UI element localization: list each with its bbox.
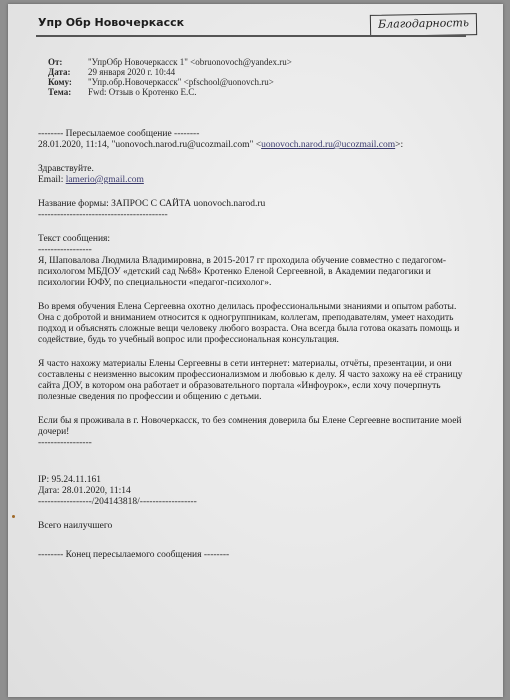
ip-address: IP: 95.24.11.161 xyxy=(38,475,101,485)
meta-date xyxy=(48,67,292,77)
paragraph-2: Во время обучения Елена Сергеевна охотно делилась профессиональными знаниями и опытом работы. Она с добротой и вниманием относится к одногруппникам, коллегам, преподавателям, умеет находить подход и объяснять сложные вещи человеку любого возраста. Она всегда была готова оказать помощь и содействие, будь то учебный вопрос или профессиональная консультация. xyxy=(38,302,460,345)
date-label: Дата: xyxy=(48,67,71,77)
paragraph-4-rule: ----------------- xyxy=(38,438,92,448)
greeting: Здравствуйте. xyxy=(38,164,94,174)
email-meta xyxy=(48,57,292,97)
to-value: "Упр.обр.Новочеркасск" <pfschool@uonovch.ru> xyxy=(88,77,274,87)
closing: Всего наилучшего xyxy=(38,521,113,531)
message-id-rule: -----------------/204143818/------------------ xyxy=(38,497,197,507)
subject-label: Тема: xyxy=(48,87,72,97)
subject-value: Fwd: Отзыв о Кротенко Е.С. xyxy=(88,87,197,97)
paper-speck xyxy=(12,515,15,518)
forward-sender-link[interactable]: uonovoch.narod.ru@ucozmail.com xyxy=(261,140,396,150)
paragraph-4: Если бы я проживала в г. Новочеркасск, то без сомнения доверила бы Елене Сергеевне воспитание моей дочери! xyxy=(38,416,462,437)
meta-from xyxy=(48,57,292,67)
forward-end-line: -------- Конец пересылаемого сообщения -------- xyxy=(38,550,230,560)
paragraph-1: Я, Шаповалова Людмила Владимировна, в 2015-2017 гг проходила обучение совместно с педагогом-психологом МБДОУ «детский сад №68» Кротенко Еленой Сергеевной, в Академии педагогики и психологии ЮФУ, по специальности «педагог-психолог». xyxy=(38,256,447,288)
handwritten-note: Благодарность xyxy=(370,13,477,37)
message-rule: ----------------- xyxy=(38,245,92,255)
message-label: Текст сообщения: xyxy=(38,234,111,244)
email-label: Email: xyxy=(38,175,66,185)
email-link[interactable]: lamerio@gmail.com xyxy=(65,175,144,185)
date-value: 29 января 2020 г. 10:44 xyxy=(88,67,176,77)
email-body xyxy=(38,129,466,561)
header-divider xyxy=(36,35,466,37)
meta-subject xyxy=(48,87,292,97)
mailbox-title: Упр Обр Новочеркасск xyxy=(38,16,185,29)
forward-start-line: -------- Пересылаемое сообщение -------- xyxy=(38,129,200,139)
email-line xyxy=(38,175,466,186)
paragraph-3: Я часто нахожу материалы Елены Сергеевны в сети интернет: материалы, отчёты, презентации, и они составлены с неизменно высоким профессионализмом и любовью к делу. Я часто захожу на её страницу сайта ДОУ, в котором она работает и образовательного портала «Инфоурок», если хочу почерпнуть полезные сведения по профессии и общению с детьми. xyxy=(38,359,463,402)
forward-header xyxy=(38,140,466,151)
form-name: Название формы: ЗАПРОС С САЙТА uonovoch.narod.ru xyxy=(38,199,266,209)
form-rule: ----------------------------------------- xyxy=(38,210,168,220)
from-label: От: xyxy=(48,57,63,67)
forward-header-prefix: 28.01.2020, 11:14, "uonovoch.narod.ru@ucozmail.com" < xyxy=(38,140,262,150)
from-value: "УпрОбр Новочеркасск 1" <obruonovoch@yandex.ru> xyxy=(88,57,292,67)
message-date: Дата: 28.01.2020, 11:14 xyxy=(38,486,131,496)
forward-header-suffix: >: xyxy=(395,140,404,150)
to-label: Кому: xyxy=(48,77,72,87)
meta-to xyxy=(48,77,292,87)
document-page xyxy=(8,4,503,697)
